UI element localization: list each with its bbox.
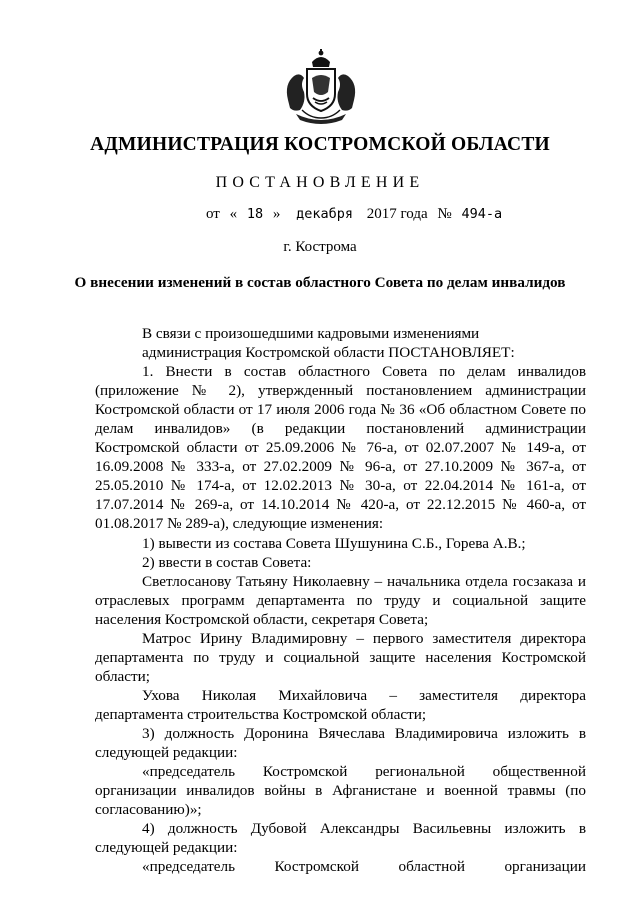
paragraph: «председатель Костромской региональной общественной организации инвалидов войны в Афганистане и военной травмы (по согласованию)»; — [95, 763, 586, 819]
agency-title: АДМИНИСТРАЦИЯ КОСТРОМСКОЙ ОБЛАСТИ — [90, 134, 550, 155]
paragraph: Ухова Николая Михайловича – заместителя директора департамента строительства Костромской области; — [95, 686, 586, 723]
document-number: 494-а — [461, 206, 503, 222]
paragraph: Светлосанову Татьяну Николаевну – начальника отдела госзаказа и отраслевых программ департамента по труду и социальной защите населения Костромской области, секретаря Совета; — [95, 572, 586, 628]
paragraph: В связи с произошедшими кадровыми изменениями — [142, 325, 480, 342]
paragraph: 3) должность Доронина Вячеслава Владимировича изложить в следующей редакции: — [95, 724, 586, 762]
date-quote-close: » — [272, 206, 281, 222]
paragraph: «председатель Костромской областной организации — [142, 858, 586, 876]
paragraph: 4) должность Дубовой Александры Васильевны изложить в следующей редакции: — [95, 820, 586, 857]
date-year: 2017 года — [366, 206, 428, 222]
number-sign: № — [437, 206, 452, 222]
city: г. Кострома — [283, 239, 357, 255]
paragraph: 1) вывести из состава Совета Шушунина С.Б., Горева А.В.; — [142, 534, 526, 552]
document-subject: О внесении изменений в состав областного Совета по делам инвалидов — [74, 274, 566, 291]
date-prefix: от — [206, 206, 220, 222]
paragraph: Матрос Ирину Владимировну – первого заместителя директора департамента по труду и социальной защите населения Костромской области; — [95, 629, 586, 685]
coat-of-arms-icon — [282, 48, 360, 126]
paragraph: 1. Внести в состав областного Совета по делам инвалидов (приложение № 2), утвержденный постановлением администрации Костромской области от 17 июля 2006 года № 36 «Об областном Совете по делам инвалидов» (в редакции постановлений администрации Костромской области от 25.09.2006 № 76-а, от 02.07.2007 № 149-а, от 16.09.2008 № 333-а, от 27.02.2009 № 96-а, от 27.10.2009 № 367-а, от 25.05.2010 № 174-а, от 12.02.2013 № 30-а, от 22.04.2014 № 161-а, от 17.07.2014 № 269-а, от 14.10.2014 № 420-а, от 22.12.2015 № 460-а, от 01.08.2017 № 289-а), следующие изменения: — [95, 363, 586, 533]
date-line — [206, 206, 508, 223]
paragraph: 2) ввести в состав Совета: — [142, 553, 312, 571]
document-type: ПОСТАНОВЛЕНИЕ — [215, 174, 425, 191]
document-body — [95, 324, 586, 876]
date-quote-open: « — [229, 206, 238, 222]
paragraph: администрация Костромской области ПОСТАНОВЛЯЕТ: — [142, 344, 515, 362]
date-day: 18 — [246, 206, 264, 222]
date-month: декабря — [296, 206, 354, 222]
